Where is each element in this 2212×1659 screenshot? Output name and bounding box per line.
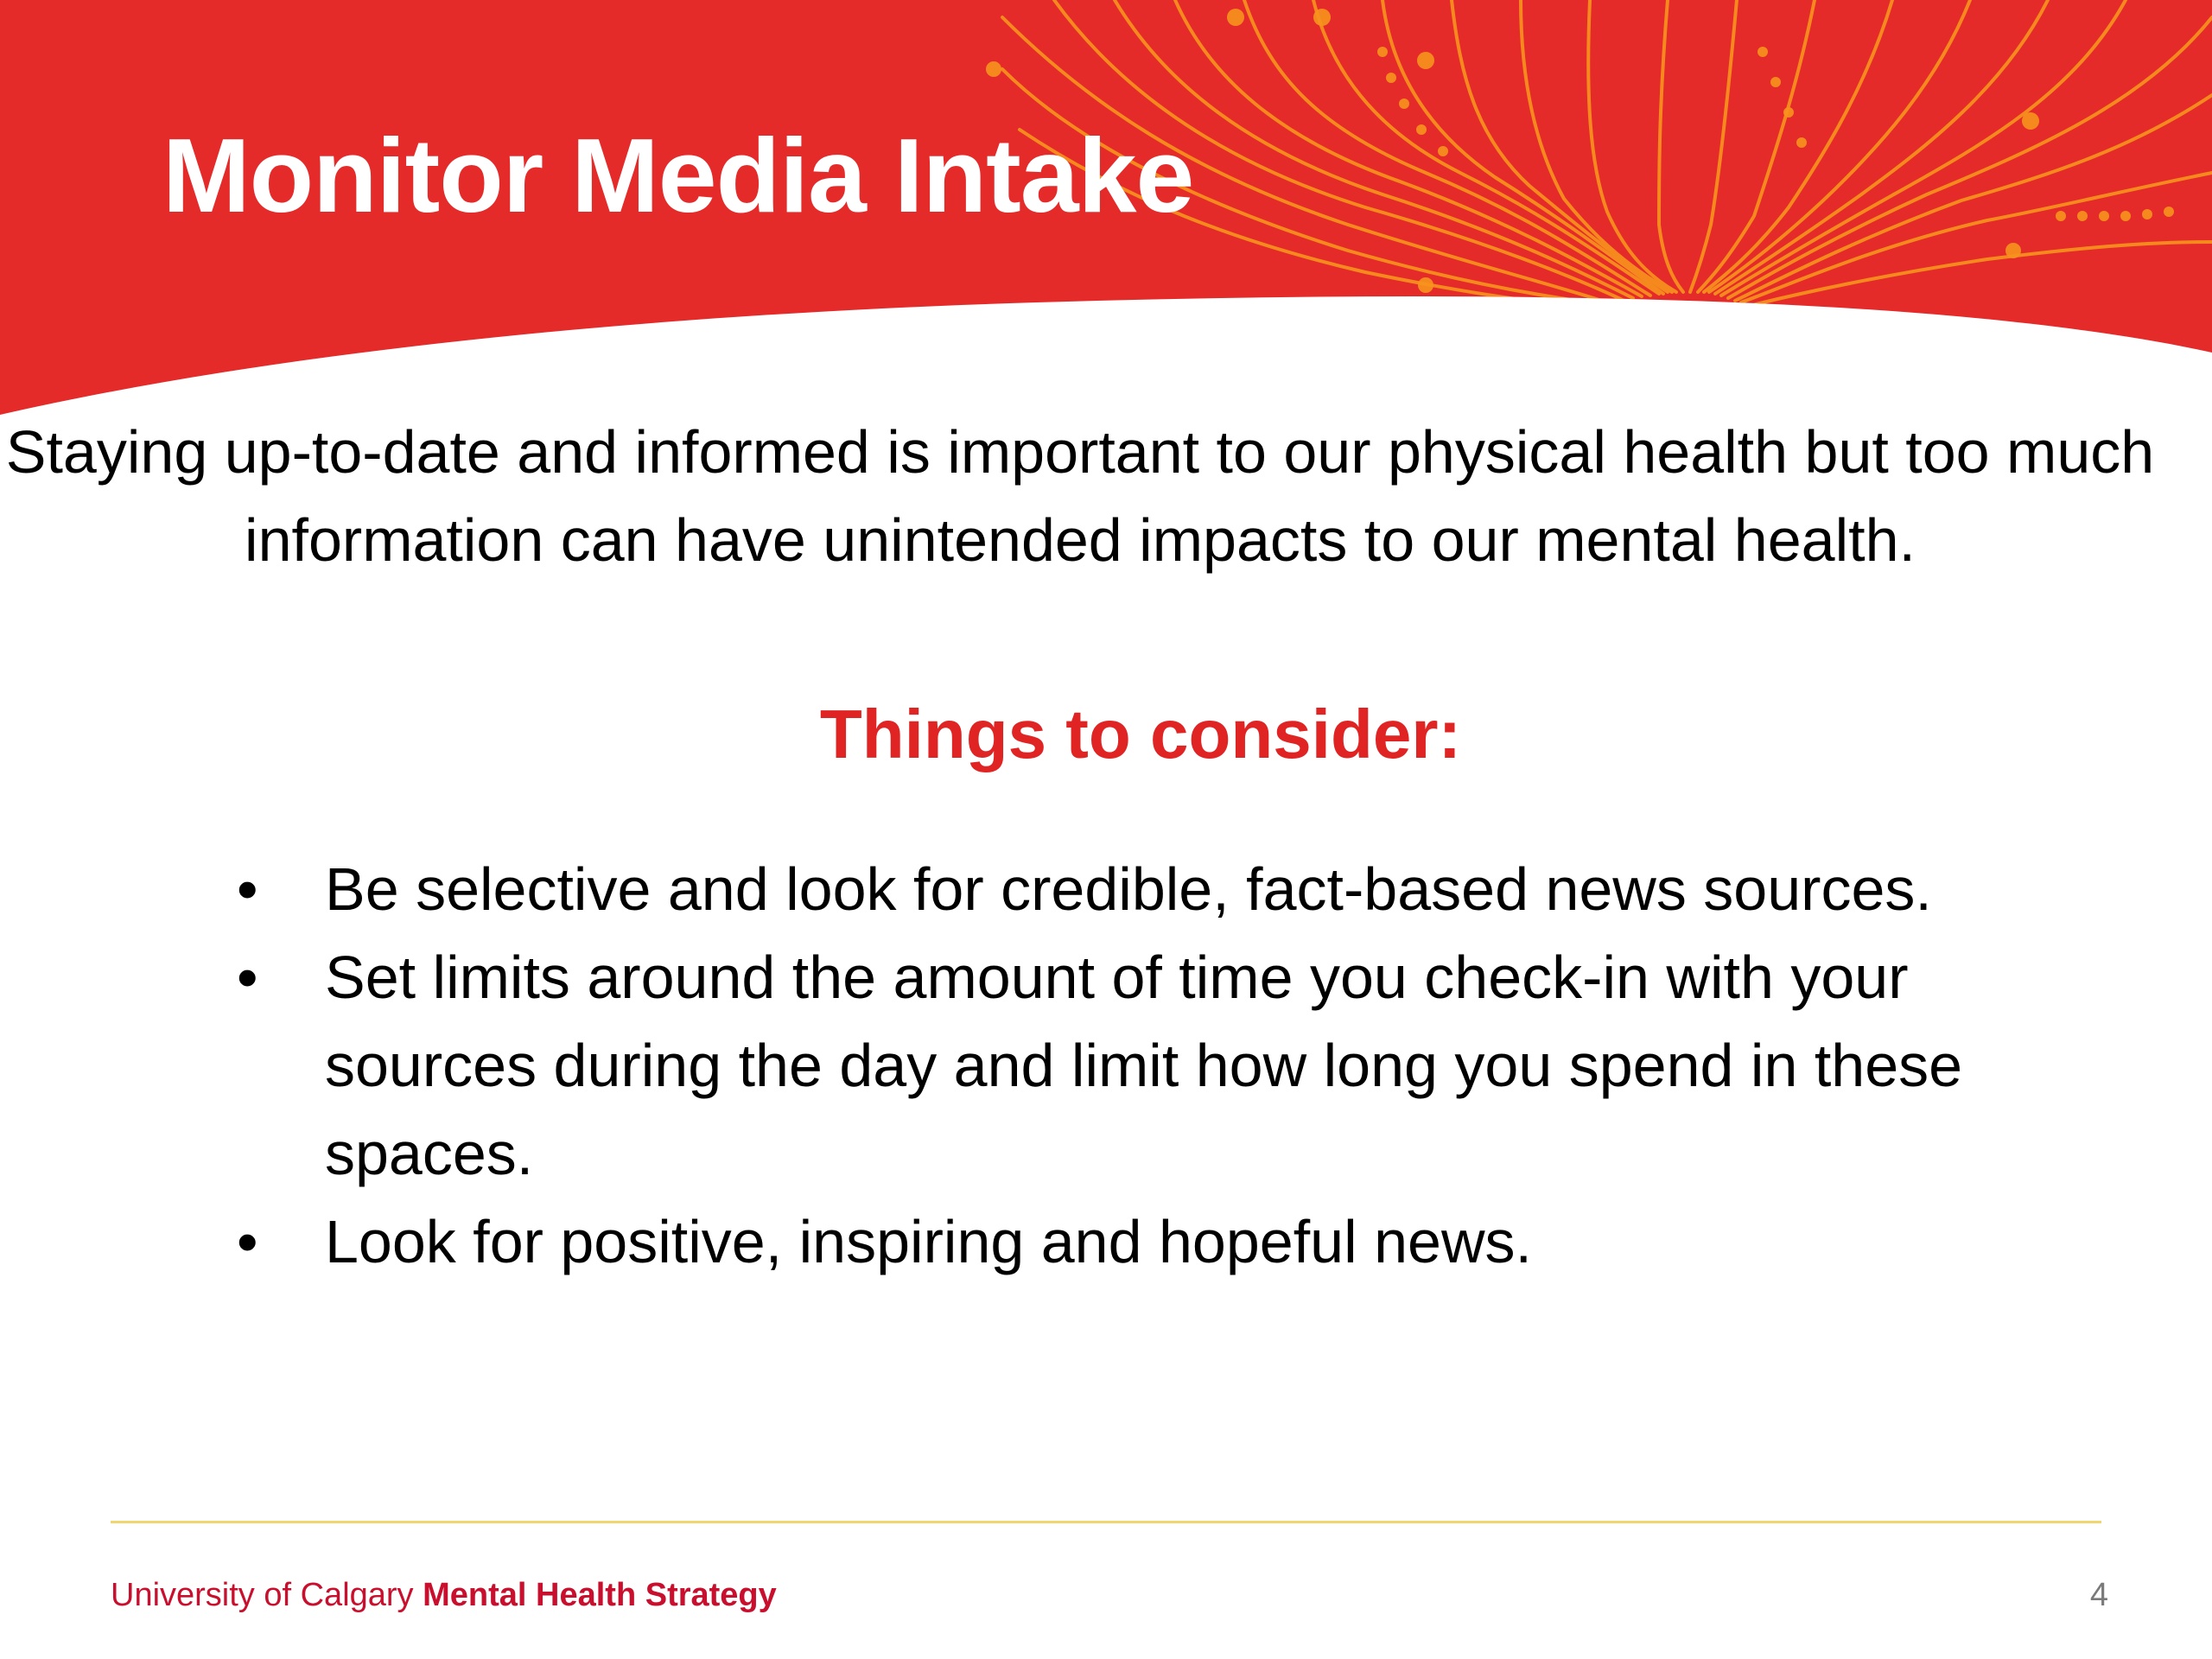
bullet-text: Look for positive, inspiring and hopeful news. bbox=[325, 1208, 1532, 1275]
bullet-item bbox=[233, 933, 2031, 1198]
footer-program: Mental Health Strategy bbox=[423, 1577, 777, 1613]
bullet-text: Be selective and look for credible, fact-based news sources. bbox=[325, 855, 1932, 923]
bullet-list bbox=[233, 845, 2031, 1286]
slide-title: Monitor Media Intake bbox=[162, 117, 1194, 234]
bullet-item bbox=[233, 845, 2031, 933]
footer-attribution bbox=[111, 1574, 777, 1616]
bullet-dot-icon: • bbox=[237, 944, 258, 1011]
bullet-item bbox=[233, 1198, 2031, 1286]
bullet-dot-icon: • bbox=[237, 855, 258, 923]
bullet-dot-icon: • bbox=[237, 1208, 258, 1275]
section-subheading: Things to consider: bbox=[819, 696, 1462, 772]
footer-institution: University of Calgary bbox=[111, 1577, 414, 1613]
page-number: 4 bbox=[2089, 1577, 2108, 1613]
intro-paragraph: Staying up-to-date and informed is important to our physical health but too much information can have unintended impacts to our mental health. bbox=[5, 418, 2155, 574]
bullet-text: Set limits around the amount of time you check-in with your sources during the day and limit how long you spend in these spaces. bbox=[325, 944, 1963, 1187]
footer-divider bbox=[111, 1521, 2101, 1523]
